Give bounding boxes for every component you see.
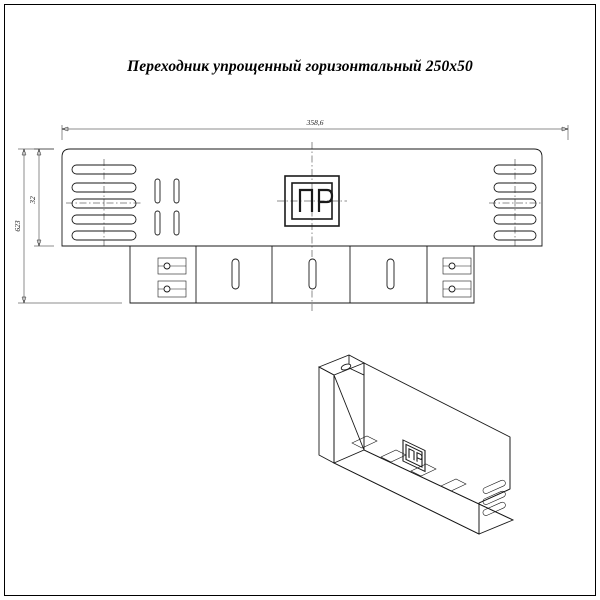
logo-glyph-r: [417, 453, 422, 464]
logo-iso-view: [403, 440, 425, 471]
hole: [449, 286, 455, 292]
slot: [174, 179, 179, 203]
hole: [449, 263, 455, 269]
dimension-inner-label: 32: [28, 196, 37, 204]
middle-slot-group: [155, 179, 179, 235]
iso-side-wall: [334, 363, 510, 534]
dimension-width-label: 358,6: [306, 118, 324, 127]
slot: [352, 436, 377, 448]
slot: [155, 211, 160, 235]
logo-glyph-g: [409, 449, 414, 460]
slot: [482, 501, 506, 516]
iso-bottom-face: [334, 450, 513, 534]
dimension-height-label: 623: [13, 220, 22, 232]
top-view-group: [13, 118, 568, 312]
iso-flange-edge: [349, 355, 364, 375]
page-title: Переходник упрощенный горизонтальный 250х50: [127, 58, 473, 75]
bottom-tab-slots: [196, 246, 427, 303]
slot: [441, 479, 466, 491]
right-slot-group: [489, 159, 541, 246]
slot: [232, 259, 239, 289]
hole: [340, 363, 351, 371]
hole: [164, 286, 170, 292]
slot: [387, 259, 394, 289]
dimension-width: [62, 118, 568, 140]
iso-view-group: [319, 355, 513, 534]
left-slot-group: [66, 159, 142, 246]
iso-back-flange: [319, 367, 334, 463]
dimension-inner: [28, 149, 54, 246]
slot: [309, 259, 316, 289]
slot: [174, 211, 179, 235]
hole: [164, 263, 170, 269]
slot: [155, 179, 160, 203]
